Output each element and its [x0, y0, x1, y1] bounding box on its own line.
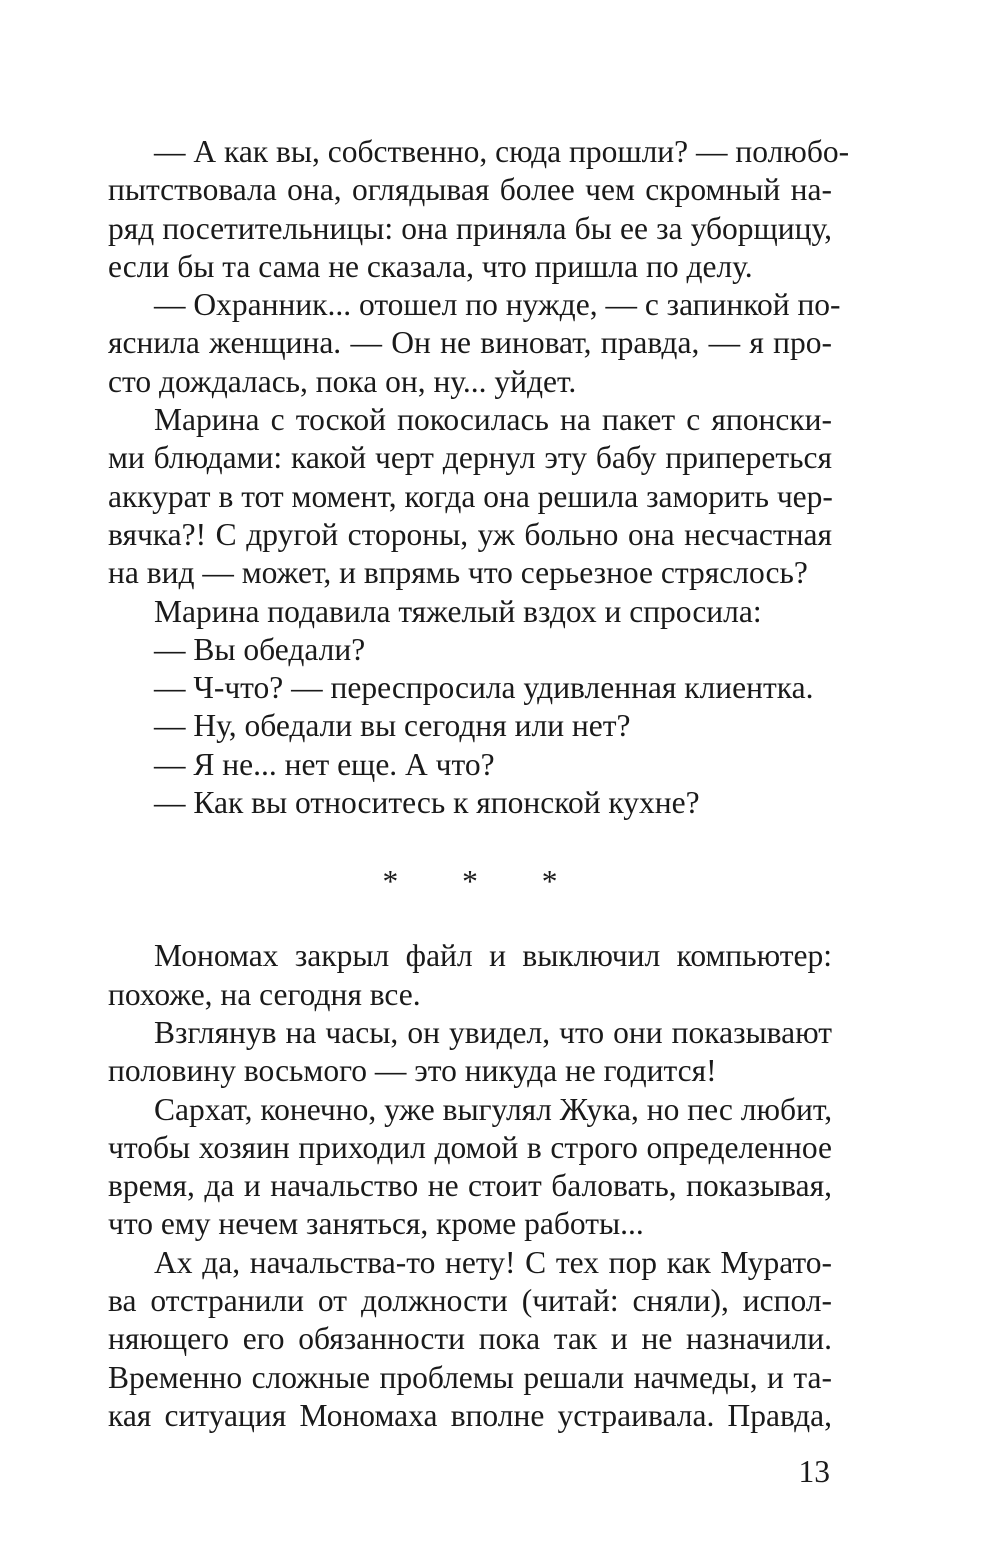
text-line: Мономах закрыл файл и выключил компьютер: [154, 938, 832, 974]
paragraph [108, 286, 841, 401]
text-line: чтобы хозяин приходил домой в строго определенное [108, 1129, 832, 1165]
text-line: ми блюдами: какой черт дернул эту бабу припереться [108, 440, 832, 476]
text-line: яснила женщина. — Он не виноват, правда, — я про- [108, 325, 832, 361]
paragraph [108, 631, 832, 669]
paragraph [108, 1014, 832, 1091]
text-block-after [108, 937, 832, 1435]
text-line: сто дождалась, пока он, ну... уйдет. [108, 363, 577, 399]
paragraph [108, 593, 832, 631]
text-line: Сархат, конечно, уже выгулял Жука, но пес любит, [154, 1091, 833, 1127]
text-line: Марина подавила тяжелый вздох и спросила: [154, 593, 762, 629]
text-line: — Как вы относитесь к японской кухне? [154, 785, 700, 821]
paragraph [108, 707, 832, 745]
text-line: кая ситуация Мономаха вполне устраивала. Правда, [108, 1397, 832, 1433]
text-line: пытствовала она, оглядывая более чем скромный на- [108, 172, 832, 208]
text-line: похоже, на сегодня все. [108, 976, 421, 1012]
paragraph [108, 133, 850, 286]
text-line: если бы та сама не сказала, что пришла по делу. [108, 248, 753, 284]
text-line: Ах да, начальства-то нету! С тех пор как Мурато- [154, 1244, 832, 1280]
text-line: что ему нечем заняться, кроме работы... [108, 1206, 644, 1242]
text-line: ряд посетительницы: она приняла бы ее за уборщицу, [108, 210, 832, 246]
text-line: — Вы обедали? [154, 631, 366, 667]
text-line: — Я не... нет еще. А что? [154, 746, 495, 782]
paragraph [108, 937, 832, 1014]
paragraph [108, 401, 832, 592]
text-line: половину восьмого — это никуда не годится! [108, 1053, 717, 1089]
text-line: Марина с тоской покосилась на пакет с японски- [154, 402, 832, 438]
text-line: вячка?! С другой стороны, уж больно она несчастная [108, 516, 832, 552]
paragraph [108, 746, 832, 784]
text-line: ва отстранили от должности (читай: сняли), испол- [108, 1283, 832, 1319]
text-line: — А как вы, собственно, сюда прошли? — полюбо- [154, 134, 850, 169]
text-line: на вид — может, и впрямь что серьезное стряслось? [108, 555, 808, 591]
page-body [108, 133, 850, 1435]
paragraph [108, 669, 832, 707]
paragraph [108, 784, 832, 822]
text-line: — Охранник... отошел по нужде, — с запинкой по- [154, 287, 841, 323]
text-line: — Ну, обедали вы сегодня или нет? [154, 708, 631, 744]
text-block-before [108, 133, 850, 822]
text-line: Временно сложные проблемы решали начмеды, и та- [108, 1359, 832, 1395]
text-line: аккурат в тот момент, когда она решила заморить чер- [108, 478, 833, 514]
text-line: няющего его обязанности пока так и не назначили. [108, 1321, 832, 1357]
paragraph [108, 1091, 832, 1244]
text-line: время, да и начальство не стоит баловать, показывая, [108, 1168, 832, 1204]
text-line: Взглянув на часы, он увидел, что они показывают [154, 1014, 832, 1050]
section-separator [108, 822, 832, 937]
separator-asterisks: * * * [382, 864, 586, 900]
page-number: 13 [798, 1454, 830, 1489]
paragraph [108, 1244, 832, 1435]
text-line: — Ч-что? — переспросила удивленная клиентка. [154, 670, 814, 706]
